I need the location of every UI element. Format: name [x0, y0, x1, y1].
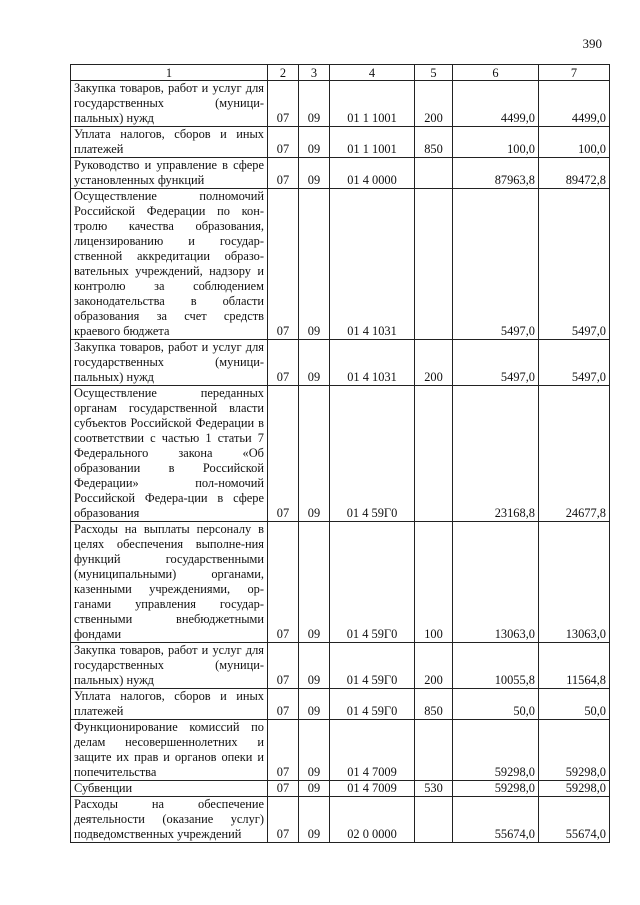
row-expense-type: 200 [415, 81, 453, 127]
row-section: 07 [268, 689, 299, 720]
row-target-code: 01 4 59Г0 [330, 522, 415, 643]
header-col-7: 7 [539, 65, 610, 81]
table-row [71, 643, 610, 689]
row-description: Осуществление переданных органам государственной власти субъектов Российской Федерации в соответствии с частью 1 статьи 7 Федерального закона «Об образовании в Российской Федерации» пол-номочий Российской Федера-ции в сфере образования [71, 386, 268, 522]
row-target-code: 01 4 1031 [330, 340, 415, 386]
header-col-1: 1 [71, 65, 268, 81]
row-description: Расходы на выплаты персоналу в целях обеспечения выполне-ния функций государственными (муниципальными) органами, казенными учреждениями, ор-ганами управления государ-ственными внебюджетными фондами [71, 522, 268, 643]
row-subsection: 09 [299, 386, 330, 522]
row-amount-year-2: 59298,0 [539, 781, 610, 797]
row-amount-year-1: 13063,0 [453, 522, 539, 643]
row-amount-year-1: 55674,0 [453, 797, 539, 843]
row-amount-year-1: 23168,8 [453, 386, 539, 522]
table-row [71, 522, 610, 643]
header-col-5: 5 [415, 65, 453, 81]
row-amount-year-2: 11564,8 [539, 643, 610, 689]
row-amount-year-1: 5497,0 [453, 189, 539, 340]
row-description: Закупка товаров, работ и услуг для государственных (муници-пальных) нужд [71, 643, 268, 689]
header-row [71, 65, 610, 81]
row-expense-type [415, 797, 453, 843]
row-subsection: 09 [299, 158, 330, 189]
header-col-4: 4 [330, 65, 415, 81]
table-row [71, 720, 610, 781]
table-row [71, 81, 610, 127]
row-subsection: 09 [299, 643, 330, 689]
row-amount-year-2: 100,0 [539, 127, 610, 158]
row-target-code: 01 4 59Г0 [330, 643, 415, 689]
row-amount-year-2: 55674,0 [539, 797, 610, 843]
row-target-code: 01 1 1001 [330, 127, 415, 158]
row-expense-type: 850 [415, 689, 453, 720]
row-target-code: 01 4 0000 [330, 158, 415, 189]
row-target-code: 02 0 0000 [330, 797, 415, 843]
row-section: 07 [268, 781, 299, 797]
row-expense-type [415, 720, 453, 781]
header-col-2: 2 [268, 65, 299, 81]
row-subsection: 09 [299, 720, 330, 781]
row-target-code: 01 1 1001 [330, 81, 415, 127]
row-amount-year-2: 4499,0 [539, 81, 610, 127]
row-description: Уплата налогов, сборов и иных платежей [71, 689, 268, 720]
row-expense-type: 100 [415, 522, 453, 643]
budget-table [70, 64, 610, 843]
row-target-code: 01 4 59Г0 [330, 689, 415, 720]
row-description: Руководство и управление в сфере установленных функций [71, 158, 268, 189]
row-amount-year-1: 59298,0 [453, 781, 539, 797]
row-expense-type: 850 [415, 127, 453, 158]
table-row [71, 386, 610, 522]
row-expense-type [415, 189, 453, 340]
row-section: 07 [268, 158, 299, 189]
row-amount-year-1: 100,0 [453, 127, 539, 158]
row-section: 07 [268, 189, 299, 340]
row-amount-year-1: 4499,0 [453, 81, 539, 127]
page-number: 390 [582, 36, 602, 51]
row-subsection: 09 [299, 522, 330, 643]
row-amount-year-1: 50,0 [453, 689, 539, 720]
row-subsection: 09 [299, 689, 330, 720]
row-target-code: 01 4 7009 [330, 781, 415, 797]
row-subsection: 09 [299, 340, 330, 386]
row-amount-year-2: 24677,8 [539, 386, 610, 522]
row-description: Субвенции [71, 781, 268, 797]
row-section: 07 [268, 81, 299, 127]
row-subsection: 09 [299, 81, 330, 127]
row-expense-type [415, 158, 453, 189]
row-description: Уплата налогов, сборов и иных платежей [71, 127, 268, 158]
row-section: 07 [268, 643, 299, 689]
row-amount-year-1: 59298,0 [453, 720, 539, 781]
row-description: Расходы на обеспечение деятельности (оказание услуг) подведомственных учреждений [71, 797, 268, 843]
row-description: Закупка товаров, работ и услуг для государственных (муници-пальных) нужд [71, 340, 268, 386]
row-amount-year-1: 10055,8 [453, 643, 539, 689]
row-amount-year-1: 5497,0 [453, 340, 539, 386]
row-amount-year-2: 5497,0 [539, 189, 610, 340]
table-row [71, 189, 610, 340]
row-target-code: 01 4 1031 [330, 189, 415, 340]
row-amount-year-2: 59298,0 [539, 720, 610, 781]
header-col-3: 3 [299, 65, 330, 81]
table-row [71, 797, 610, 843]
table-row [71, 689, 610, 720]
table-row [71, 340, 610, 386]
row-expense-type: 200 [415, 643, 453, 689]
row-target-code: 01 4 7009 [330, 720, 415, 781]
table-row [71, 158, 610, 189]
row-expense-type: 530 [415, 781, 453, 797]
table-row [71, 781, 610, 797]
header-col-6: 6 [453, 65, 539, 81]
row-amount-year-2: 13063,0 [539, 522, 610, 643]
row-section: 07 [268, 522, 299, 643]
row-expense-type [415, 386, 453, 522]
row-section: 07 [268, 127, 299, 158]
row-subsection: 09 [299, 189, 330, 340]
row-description: Функционирование комиссий по делам несовершеннолетних и защите их прав и органов опеки и попечительства [71, 720, 268, 781]
row-description: Осуществление полномочий Российской Федерации по кон-тролю качества образования, лицензированию и государ-ственной аккредитации образо-вательных учреждений, надзору и контролю за соблюдением законодательства в области образования за счет средств краевого бюджета [71, 189, 268, 340]
row-amount-year-2: 89472,8 [539, 158, 610, 189]
row-amount-year-2: 50,0 [539, 689, 610, 720]
row-section: 07 [268, 386, 299, 522]
row-section: 07 [268, 340, 299, 386]
row-amount-year-1: 87963,8 [453, 158, 539, 189]
row-subsection: 09 [299, 781, 330, 797]
row-section: 07 [268, 797, 299, 843]
row-expense-type: 200 [415, 340, 453, 386]
row-subsection: 09 [299, 127, 330, 158]
row-subsection: 09 [299, 797, 330, 843]
table-row [71, 127, 610, 158]
row-description: Закупка товаров, работ и услуг для государственных (муници-пальных) нужд [71, 81, 268, 127]
row-amount-year-2: 5497,0 [539, 340, 610, 386]
row-target-code: 01 4 59Г0 [330, 386, 415, 522]
row-section: 07 [268, 720, 299, 781]
